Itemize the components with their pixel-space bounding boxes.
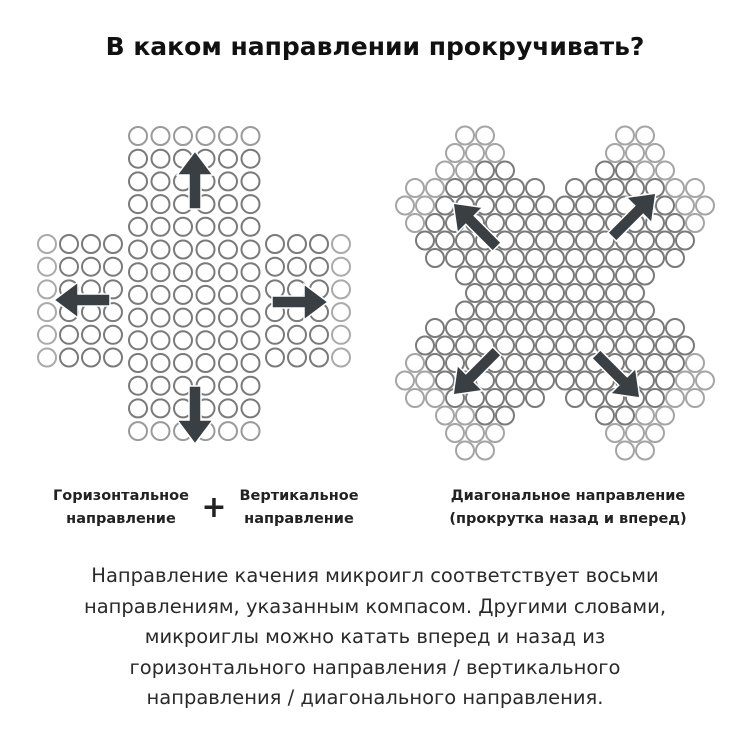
needle-ring <box>596 302 614 320</box>
needle-ring <box>310 326 328 344</box>
caption-horizontal: Горизонтальное направление <box>53 488 189 527</box>
needle-ring <box>536 232 554 250</box>
needle-ring <box>596 267 614 285</box>
needle-ring <box>626 179 644 197</box>
needle-ring <box>646 144 664 162</box>
plus-sign: + <box>201 490 227 525</box>
needle-ring <box>288 258 306 276</box>
needle-ring <box>506 389 524 407</box>
needle-ring <box>152 172 170 190</box>
needle-ring <box>406 179 424 197</box>
x-needle-grid <box>396 127 714 460</box>
needle-ring <box>586 249 604 267</box>
needle-ring <box>636 337 654 355</box>
needle-ring <box>486 284 504 302</box>
needle-ring <box>496 162 514 180</box>
needle-ring <box>636 407 654 425</box>
needle-ring <box>197 354 215 372</box>
needle-ring <box>129 309 147 327</box>
needle-ring <box>556 232 574 250</box>
needle-ring <box>197 286 215 304</box>
needle-ring <box>219 195 237 213</box>
needle-ring <box>486 179 504 197</box>
needle-ring <box>466 249 484 267</box>
needle-ring <box>288 235 306 253</box>
needle-ring <box>396 372 414 390</box>
needle-ring <box>129 150 147 168</box>
needle-ring <box>82 235 100 253</box>
needle-ring <box>242 377 260 395</box>
needle-ring <box>310 258 328 276</box>
needle-ring <box>536 267 554 285</box>
needle-ring <box>466 144 484 162</box>
needle-ring <box>666 179 684 197</box>
needle-ring <box>219 399 237 417</box>
needle-ring <box>38 326 56 344</box>
needle-ring <box>616 127 634 145</box>
needle-ring <box>446 144 464 162</box>
needle-ring <box>38 280 56 298</box>
needle-ring <box>129 399 147 417</box>
needle-ring <box>646 249 664 267</box>
needle-ring <box>666 214 684 232</box>
needle-ring <box>456 127 474 145</box>
needle-ring <box>266 258 284 276</box>
needle-ring <box>586 389 604 407</box>
needle-ring <box>616 162 634 180</box>
needle-ring <box>636 232 654 250</box>
needle-ring <box>686 354 704 372</box>
needle-ring <box>446 249 464 267</box>
needle-ring <box>288 326 306 344</box>
needle-ring <box>406 214 424 232</box>
needle-ring <box>197 218 215 236</box>
needle-ring <box>104 326 122 344</box>
needle-ring <box>38 303 56 321</box>
needle-ring <box>506 249 524 267</box>
needle-ring <box>476 267 494 285</box>
needle-ring <box>476 442 494 460</box>
needle-ring <box>496 197 514 215</box>
needle-ring <box>152 354 170 372</box>
needle-ring <box>82 258 100 276</box>
needle-ring <box>456 232 474 250</box>
needle-ring <box>219 354 237 372</box>
needle-ring <box>38 349 56 367</box>
needle-ring <box>60 326 78 344</box>
needle-ring <box>219 172 237 190</box>
needle-ring <box>426 179 444 197</box>
needle-ring <box>586 284 604 302</box>
needle-ring <box>219 422 237 440</box>
needle-ring <box>152 286 170 304</box>
needle-ring <box>606 144 624 162</box>
needle-ring <box>576 197 594 215</box>
needle-ring <box>426 319 444 337</box>
needle-ring <box>152 241 170 259</box>
needle-ring <box>242 354 260 372</box>
needle-ring <box>556 267 574 285</box>
needle-ring <box>332 326 350 344</box>
needle-ring <box>266 235 284 253</box>
needle-ring <box>526 354 544 372</box>
needle-ring <box>666 249 684 267</box>
needle-ring <box>416 232 434 250</box>
needle-ring <box>586 319 604 337</box>
needle-ring <box>332 258 350 276</box>
needle-ring <box>576 372 594 390</box>
needle-ring <box>626 319 644 337</box>
needle-ring <box>656 162 674 180</box>
needle-ring <box>129 195 147 213</box>
needle-ring <box>104 258 122 276</box>
needle-ring <box>566 214 584 232</box>
needle-ring <box>626 249 644 267</box>
needle-ring <box>266 349 284 367</box>
needle-ring <box>152 331 170 349</box>
needle-ring <box>152 377 170 395</box>
caption-diagonal-line1: Диагональное направление <box>450 488 686 504</box>
needle-ring <box>456 407 474 425</box>
needle-ring <box>456 337 474 355</box>
needle-ring <box>466 319 484 337</box>
needle-ring <box>506 284 524 302</box>
needle-ring <box>174 218 192 236</box>
needle-ring <box>496 372 514 390</box>
needle-ring <box>197 241 215 259</box>
needle-ring <box>174 331 192 349</box>
needle-ring <box>596 162 614 180</box>
needle-ring <box>436 197 454 215</box>
needle-ring <box>197 331 215 349</box>
needle-ring <box>219 150 237 168</box>
needle-ring <box>426 354 444 372</box>
needle-ring <box>696 197 714 215</box>
needle-ring <box>152 422 170 440</box>
needle-ring <box>656 232 674 250</box>
needle-ring <box>219 218 237 236</box>
needle-ring <box>666 319 684 337</box>
needle-ring <box>576 337 594 355</box>
page-title: В каком направлении прокручивать? <box>105 32 645 61</box>
needle-ring <box>426 249 444 267</box>
needle-ring <box>516 197 534 215</box>
needle-ring <box>506 354 524 372</box>
needle-ring <box>242 331 260 349</box>
needle-ring <box>476 302 494 320</box>
needle-ring <box>219 377 237 395</box>
needle-ring <box>496 267 514 285</box>
needle-ring <box>416 372 434 390</box>
needle-ring <box>436 162 454 180</box>
needle-ring <box>332 280 350 298</box>
needle-ring <box>506 179 524 197</box>
needle-ring <box>546 284 564 302</box>
needle-ring <box>676 337 694 355</box>
needle-ring <box>516 302 534 320</box>
needle-ring <box>526 249 544 267</box>
needle-ring <box>219 127 237 145</box>
needle-ring <box>174 286 192 304</box>
description-text: Направление качения микроигл соответствует восьми направлениям, указанным компасом. Другими словами, микроиглы можно катать вперед и назад из горизонтального направления / вертикального направления / диагонального направления. <box>83 564 667 709</box>
needle-ring <box>436 232 454 250</box>
needle-ring <box>686 214 704 232</box>
needle-ring <box>242 172 260 190</box>
needle-ring <box>174 263 192 281</box>
needle-ring <box>456 302 474 320</box>
caption-diagonal-line2: (прокрутка назад и вперед) <box>449 511 687 527</box>
needle-ring <box>406 354 424 372</box>
needle-ring <box>38 235 56 253</box>
needle-ring <box>546 354 564 372</box>
needle-ring <box>546 249 564 267</box>
needle-ring <box>129 127 147 145</box>
needle-ring <box>506 319 524 337</box>
needle-ring <box>436 372 454 390</box>
needle-ring <box>486 424 504 442</box>
needle-ring <box>556 372 574 390</box>
needle-ring <box>174 354 192 372</box>
needle-ring <box>546 319 564 337</box>
needle-ring <box>60 349 78 367</box>
needle-ring <box>476 162 494 180</box>
needle-ring <box>129 263 147 281</box>
needle-ring <box>332 303 350 321</box>
needle-ring <box>616 267 634 285</box>
needle-ring <box>38 258 56 276</box>
needle-ring <box>446 319 464 337</box>
needle-ring <box>666 389 684 407</box>
needle-ring <box>486 144 504 162</box>
needle-ring <box>526 319 544 337</box>
needle-ring <box>310 235 328 253</box>
needle-ring <box>576 267 594 285</box>
needle-ring <box>596 197 614 215</box>
needle-ring <box>152 195 170 213</box>
needle-ring <box>636 267 654 285</box>
needle-ring <box>242 263 260 281</box>
needle-ring <box>416 197 434 215</box>
needle-ring <box>152 399 170 417</box>
needle-ring <box>82 326 100 344</box>
needle-ring <box>536 302 554 320</box>
needle-ring <box>536 197 554 215</box>
needle-ring <box>496 407 514 425</box>
needle-ring <box>152 309 170 327</box>
needle-ring <box>526 389 544 407</box>
needle-ring <box>636 302 654 320</box>
needle-ring <box>566 319 584 337</box>
needle-ring <box>60 235 78 253</box>
needle-ring <box>696 372 714 390</box>
needle-ring <box>174 127 192 145</box>
needle-ring <box>242 286 260 304</box>
needle-ring <box>666 354 684 372</box>
needle-ring <box>436 337 454 355</box>
needle-ring <box>576 232 594 250</box>
needle-ring <box>606 179 624 197</box>
needle-ring <box>536 372 554 390</box>
needle-ring <box>546 214 564 232</box>
needle-ring <box>606 319 624 337</box>
needle-ring <box>266 326 284 344</box>
needle-ring <box>686 179 704 197</box>
needle-ring <box>197 263 215 281</box>
needle-ring <box>586 214 604 232</box>
needle-ring <box>152 218 170 236</box>
needle-ring <box>436 407 454 425</box>
needle-ring <box>566 179 584 197</box>
needle-ring <box>616 442 634 460</box>
needle-ring <box>516 267 534 285</box>
needle-ring <box>636 127 654 145</box>
needle-ring <box>129 422 147 440</box>
needle-ring <box>242 422 260 440</box>
needle-ring <box>566 389 584 407</box>
needle-ring <box>129 354 147 372</box>
needle-ring <box>606 424 624 442</box>
needle-ring <box>129 241 147 259</box>
needle-ring <box>332 349 350 367</box>
needle-ring <box>676 197 694 215</box>
needle-ring <box>242 399 260 417</box>
needle-ring <box>556 197 574 215</box>
needle-ring <box>626 284 644 302</box>
needle-ring <box>486 389 504 407</box>
needle-ring <box>556 337 574 355</box>
needle-ring <box>516 232 534 250</box>
needle-ring <box>596 407 614 425</box>
needle-ring <box>446 179 464 197</box>
needle-ring <box>456 162 474 180</box>
needle-ring <box>606 249 624 267</box>
needle-ring <box>516 372 534 390</box>
needle-ring <box>332 235 350 253</box>
needle-ring <box>129 218 147 236</box>
needle-ring <box>656 407 674 425</box>
needle-ring <box>566 284 584 302</box>
needle-ring <box>104 235 122 253</box>
needle-ring <box>646 424 664 442</box>
needle-ring <box>426 389 444 407</box>
needle-ring <box>466 284 484 302</box>
caption-vertical: Вертикальное направление <box>239 488 359 527</box>
needle-ring <box>242 195 260 213</box>
needle-ring <box>646 354 664 372</box>
needle-ring <box>310 349 328 367</box>
needle-ring <box>152 263 170 281</box>
needle-ring <box>516 337 534 355</box>
needle-ring <box>626 424 644 442</box>
needle-ring <box>616 337 634 355</box>
needle-ring <box>566 354 584 372</box>
needle-ring <box>626 144 644 162</box>
needle-ring <box>288 349 306 367</box>
needle-ring <box>556 302 574 320</box>
needle-ring <box>526 179 544 197</box>
needle-ring <box>219 331 237 349</box>
needle-ring <box>152 127 170 145</box>
needle-ring <box>576 302 594 320</box>
needle-ring <box>242 218 260 236</box>
needle-ring <box>219 241 237 259</box>
needle-ring <box>506 214 524 232</box>
needle-ring <box>466 424 484 442</box>
needle-ring <box>82 349 100 367</box>
needle-ring <box>446 424 464 442</box>
needle-ring <box>566 249 584 267</box>
needle-ring <box>496 302 514 320</box>
needle-ring <box>616 302 634 320</box>
needle-ring <box>129 377 147 395</box>
needle-ring <box>526 214 544 232</box>
needle-ring <box>586 179 604 197</box>
needle-ring <box>242 241 260 259</box>
needle-ring <box>476 127 494 145</box>
needle-ring <box>219 263 237 281</box>
needle-ring <box>656 197 674 215</box>
needle-ring <box>536 337 554 355</box>
needle-ring <box>242 150 260 168</box>
needle-ring <box>686 389 704 407</box>
needle-ring <box>426 214 444 232</box>
needle-ring <box>616 407 634 425</box>
needle-ring <box>129 331 147 349</box>
needle-ring <box>219 286 237 304</box>
needle-ring <box>456 267 474 285</box>
needle-ring <box>406 389 424 407</box>
needle-ring <box>526 284 544 302</box>
needle-ring <box>396 197 414 215</box>
needle-ring <box>242 309 260 327</box>
needle-ring <box>197 127 215 145</box>
needle-ring <box>104 349 122 367</box>
needle-ring <box>486 249 504 267</box>
needle-ring <box>242 127 260 145</box>
needle-ring <box>606 284 624 302</box>
needle-ring <box>152 150 170 168</box>
needle-ring <box>197 309 215 327</box>
needle-ring <box>676 372 694 390</box>
needle-ring <box>129 286 147 304</box>
needle-ring <box>636 162 654 180</box>
needle-ring <box>646 319 664 337</box>
needle-ring <box>219 309 237 327</box>
caption-diagonal <box>418 485 718 531</box>
needle-ring <box>129 172 147 190</box>
needle-ring <box>174 309 192 327</box>
needle-ring <box>656 372 674 390</box>
needle-ring <box>656 337 674 355</box>
needle-ring <box>466 179 484 197</box>
needle-ring <box>676 232 694 250</box>
needle-ring <box>60 258 78 276</box>
needle-ring <box>174 241 192 259</box>
needle-ring <box>486 319 504 337</box>
needle-ring <box>416 337 434 355</box>
needle-ring <box>636 442 654 460</box>
needle-ring <box>476 407 494 425</box>
needle-ring <box>646 389 664 407</box>
needle-ring <box>456 442 474 460</box>
